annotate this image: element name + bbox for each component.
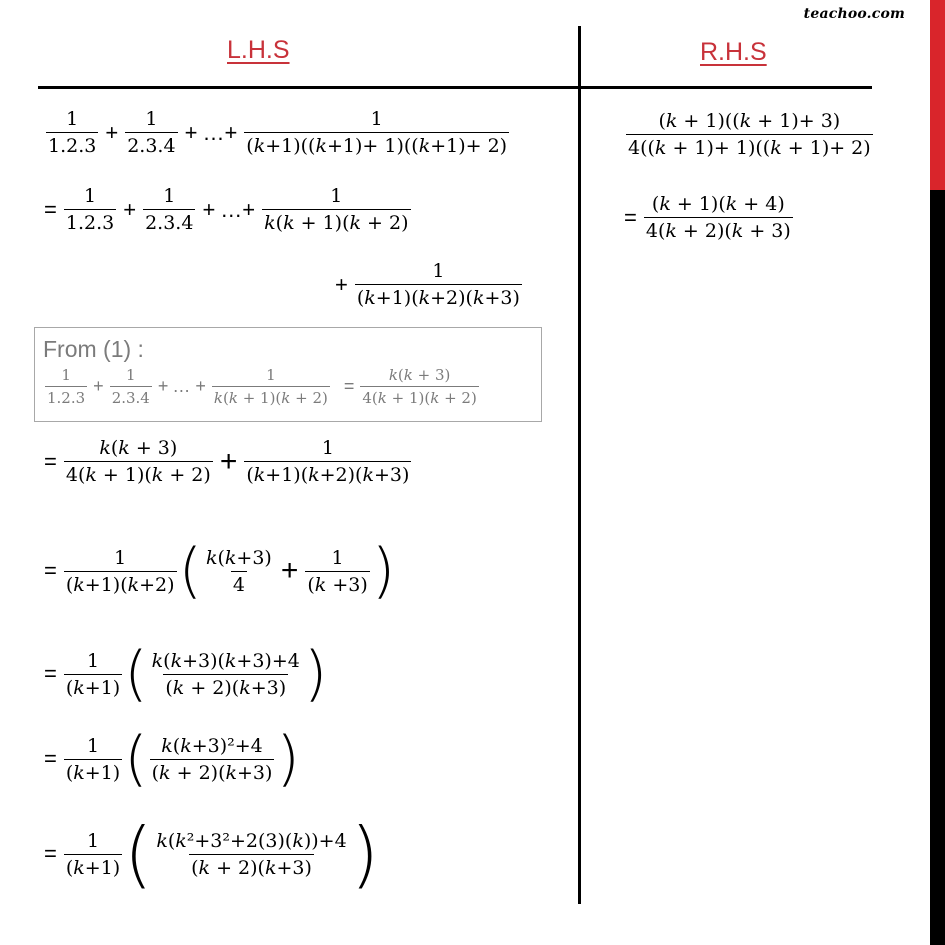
fraction: $\frac{1}{\text{(𝑘+1)(𝑘+2)}}$ [65, 546, 175, 596]
fraction: $\frac{1}{1.2.3}$ [48, 108, 97, 157]
fraction: $\frac{\text{𝑘(𝑘+3)}}{4}$ [205, 546, 272, 596]
sidebar-strip [930, 0, 945, 945]
lhs-line-2: = $\frac{1}{1.2.3}$ + $\frac{1}{2.3.4}$ + …+ $\frac{1}{\text{𝑘(𝑘 + 1)(𝑘 + 2)}}$ [44, 185, 409, 234]
fraction: $\frac{\text{(𝑘 + 1)((𝑘 + 1)+ 3)}}{\text{4((𝑘 + 1)+ 1)((𝑘 + 1)+ 2)}}$ [628, 110, 871, 159]
fraction: $\frac{1}{\text{(𝑘+1)(𝑘+2)(𝑘+3)}}$ [246, 437, 410, 486]
lhs-header: L.H.S [227, 36, 290, 64]
lhs-line-8: = $\frac{1}{\text{(𝑘+1)}}$ ( $\frac{\text{𝑘(𝑘²+3²+2(3)(𝑘))+4}}{\text{(𝑘 + 2)(𝑘+3)}}$ ) [44, 812, 379, 896]
lhs-line-1: $\frac{1}{1.2.3}$ + $\frac{1}{2.3.4}$ + …+ $\frac{1}{\text{(𝑘+1)((𝑘+1)+ 1)((𝑘+1)+ 2)}}$ [48, 108, 508, 157]
fraction: $\frac{1}{\text{𝑘(𝑘 + 1)(𝑘 + 2)}}$ [213, 366, 328, 407]
fraction: $\frac{1}{\text{(𝑘 +3)}}$ [307, 546, 368, 596]
fraction: $\frac{1}{1.2.3}$ [47, 366, 86, 407]
lhs-line-5: = $\frac{1}{\text{(𝑘+1)(𝑘+2)}}$ ( $\frac{\text{𝑘(𝑘+3)}}{4}$ + $\frac{1}{\text{(𝑘 +3)}}$ ) [44, 536, 396, 606]
fraction: $\frac{1}{2.3.4}$ [145, 185, 194, 234]
rhs-line-1 [624, 110, 875, 159]
fraction: $\frac{1}{2.3.4}$ [111, 366, 150, 407]
fraction: $\frac{1}{\text{𝑘(𝑘 + 1)(𝑘 + 2)}}$ [264, 185, 409, 234]
fraction: $\frac{\text{𝑘(𝑘+3)²+4}}{\text{(𝑘 + 2)(𝑘+3)}}$ [151, 734, 273, 784]
fraction: $\frac{1}{\text{(𝑘+1)((𝑘+1)+ 1)((𝑘+1)+ 2)}}$ [246, 108, 508, 157]
fraction: $\frac{\text{(𝑘 + 1)(𝑘 + 4)}}{\text{4(𝑘 + 2)(𝑘 + 3)}}$ [645, 193, 791, 242]
fraction: $\frac{1}{\text{(𝑘+1)}}$ [65, 649, 121, 699]
header-divider [38, 86, 872, 89]
from-equation-1-box [34, 327, 542, 422]
rhs-header: R.H.S [700, 38, 767, 66]
fraction: $\frac{\text{𝑘(𝑘 + 3)}}{\text{4(𝑘 + 1)(𝑘 + 2)}}$ [65, 437, 211, 486]
box-equation: $\frac{1}{1.2.3}$ + $\frac{1}{2.3.4}$ + … + $\frac{1}{\text{𝑘(𝑘 + 1)(𝑘 + 2)}}$ = $\frac{\text{𝑘(𝑘 + 3)}}{\text{4(𝑘 + 1)(𝑘 + 2)}}$ [47, 366, 477, 407]
fraction: $\frac{\text{𝑘(𝑘 + 3)}}{\text{4(𝑘 + 1)(𝑘 + 2)}}$ [362, 366, 477, 407]
sidebar-accent [930, 0, 945, 190]
lhs-line-3: + $\frac{1}{\text{(𝑘+1)(𝑘+2)(𝑘+3)}}$ [335, 260, 520, 309]
column-divider [578, 26, 581, 904]
fraction: $\frac{\text{𝑘(𝑘²+3²+2(3)(𝑘))+4}}{\text{(𝑘 + 2)(𝑘+3)}}$ [156, 829, 347, 879]
fraction: $\frac{1}{\text{(𝑘+1)}}$ [65, 734, 121, 784]
lhs-line-4: = $\frac{\text{𝑘(𝑘 + 3)}}{\text{4(𝑘 + 1)(𝑘 + 2)}}$ + $\frac{1}{\text{(𝑘+1)(𝑘+2)(𝑘+3)}}$ [44, 437, 410, 486]
fraction: $\frac{1}{1.2.3}$ [65, 185, 115, 234]
rhs-line-2: = $\frac{\text{(𝑘 + 1)(𝑘 + 4)}}{\text{4(𝑘 + 2)(𝑘 + 3)}}$ [624, 193, 791, 242]
box-title: From (1) : [43, 336, 144, 362]
fraction: $\frac{1}{2.3.4}$ [127, 108, 176, 157]
fraction: $\frac{\text{𝑘(𝑘+3)(𝑘+3)+4}}{\text{(𝑘 + 2)(𝑘+3)}}$ [151, 649, 300, 699]
lhs-line-7: = $\frac{1}{\text{(𝑘+1)}}$ ( $\frac{\text{𝑘(𝑘+3)²+4}}{\text{(𝑘 + 2)(𝑘+3)}}$ ) [44, 724, 300, 794]
lhs-line-6: = $\frac{1}{\text{(𝑘+1)}}$ ( $\frac{\text{𝑘(𝑘+3)(𝑘+3)+4}}{\text{(𝑘 + 2)(𝑘+3)}}$ ) [44, 639, 328, 709]
brand-logo: teachoo.com [803, 6, 905, 22]
fraction: $\frac{1}{\text{(𝑘+1)}}$ [65, 829, 121, 879]
fraction: $\frac{1}{\text{(𝑘+1)(𝑘+2)(𝑘+3)}}$ [356, 260, 520, 309]
